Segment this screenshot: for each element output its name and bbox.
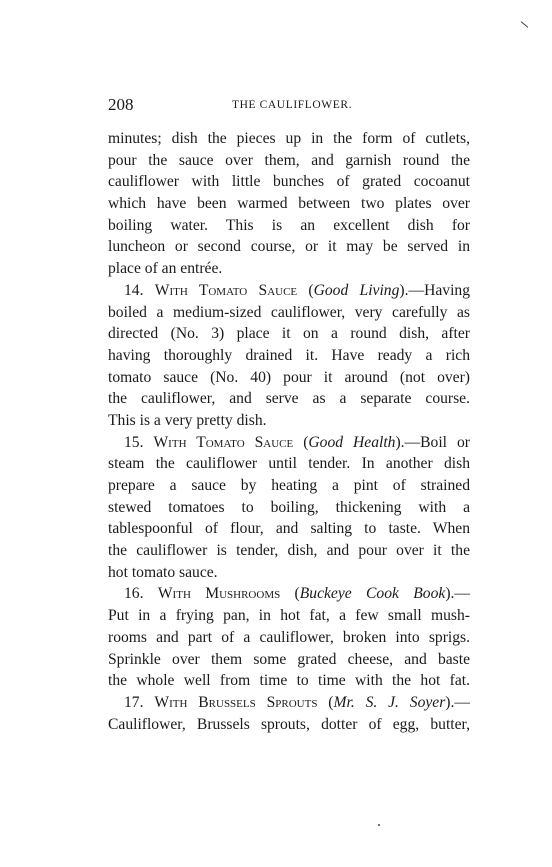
text-line: Cauliflower, Brussels sprouts, dotter of egg, butter, [108,715,470,733]
recipe-number: 15. [124,433,144,451]
page-header [108,95,470,115]
text-line: tomato sauce (No. 40) pour it around (not over) [108,368,470,386]
recipe-heading: 17. With Brussels Sprouts (Mr. S. J. Soyer).— [124,693,470,711]
recipe-source: Good Health [308,433,396,451]
text-line: boiling water. This is an excellent dish for [108,216,470,234]
text-line: prepare a sauce by heating a pint of strained [108,477,470,494]
running-head: THE CAULIFLOWER. [232,99,353,111]
text-line: pour the sauce over them, and garnish round the [108,151,470,169]
text-line: hot tomato sauce. [108,563,218,581]
text-line: having thoroughly drained it. Have ready a rich [108,346,470,364]
scan-dot [378,824,380,826]
recipe-source: Good Living [313,281,400,299]
page-number: 208 [108,95,134,114]
text-line: Sprinkle over them some grated cheese, and baste [108,650,470,668]
text-line: rooms and part of a cauliflower, broken into sprigs. [108,628,470,646]
text-line: minutes; dish the pieces up in the form of cutlets, [108,130,470,147]
text-line: Put in a frying pan, in hot fat, a few small mush- [108,607,470,625]
recipe-heading-rest: —Boil or [404,433,470,451]
text-line: stewed tomatoes to boiling, thickening with a [108,498,470,516]
text-line: the whole well from time to time with the hot fat. [108,672,470,690]
recipe-number: 16. [124,585,144,603]
recipe-title: With Tomato Sauce [153,433,294,451]
text-line: cauliflower with little bunches of grated cocoanut [108,173,470,191]
recipe-heading-rest: — [454,585,470,603]
recipe-number: 17. [124,693,144,711]
text-line: luncheon or second course, or it may be served in [108,238,470,256]
recipe-number: 14. [124,281,144,299]
text-line: steam the cauliflower until tender. In another dish [108,455,470,473]
recipe-title: With Mushrooms [157,585,281,603]
text-line: the cauliflower is tender, dish, and pour over it the [108,542,470,560]
text-line: tablespoonful of flour, and salting to taste. When [108,520,470,538]
recipe-heading: 16. With Mushrooms (Buckeye Cook Book).— [124,585,470,603]
recipe-heading: 14. With Tomato Sauce (Good Living).—Having [124,281,470,299]
recipe-title: With Tomato Sauce [154,281,298,299]
recipe-source: Mr. S. J. Soyer [333,693,446,711]
text-line: boiled a medium-sized cauliflower, very carefully as [108,303,470,321]
text-line: which have been warmed between two plates over [108,195,470,213]
recipe-heading: 15. With Tomato Sauce (Good Health).—Boil or [124,433,470,451]
recipe-source: Buckeye Cook Book [299,585,446,603]
text-line: directed (No. 3) place it on a round dish, after [108,325,470,343]
recipe-heading-rest: — [454,693,470,711]
body-text [108,128,470,735]
scan-mark [521,21,529,28]
text-line: the cauliflower, and serve as a separate course. [108,390,470,408]
recipe-title: With Brussels Sprouts [154,693,318,711]
text-line: This is a very pretty dish. [108,411,267,429]
recipe-heading-rest: —Having [408,281,470,299]
text-line: place of an entrée. [108,260,223,278]
